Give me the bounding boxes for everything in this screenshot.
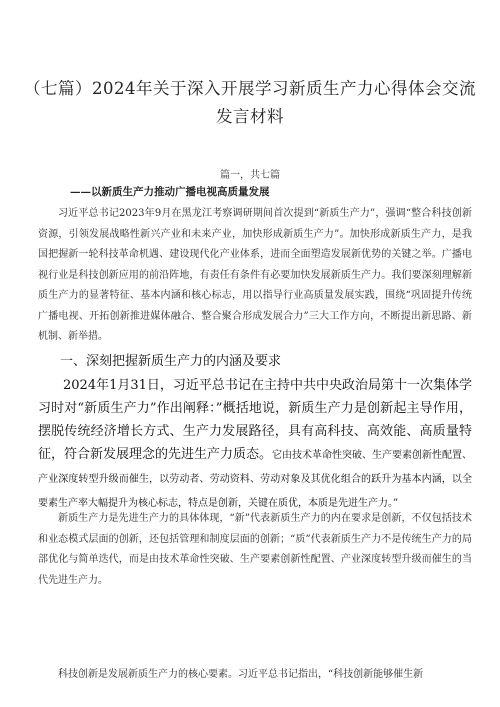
section-meta: 篇一，共七篇 [220, 170, 280, 181]
paragraph-tech-innovation: 科技创新是发展新质生产力的核心要素。习近平总书记指出，“科技创新能够催生新 [58, 669, 424, 680]
document-title-line1: （七篇）2024年关于深入开展学习新质生产力心得体会交流 [24, 79, 476, 98]
paragraph-new-quality: 新质生产力是先进生产力的具体体现，“新”代表新质生产力的内在要求是创新，不仅包括技术和业态模式层面的创新，还包括管理和制度层面的创新；“质”代表新质生产力不是传统生产力的局部优化与简单迭代，而是由技术革命性突破、生产要素创新性配置、产业深度转型升级而催生的当代先进生产力。 [38, 513, 472, 586]
quote-tail: 它由技术革命性突破、生产要素创新性配置、产业深度转型升级而催生，以劳动者、劳动资料、劳动对象及其优化组合的跃升为基本内涵，以全要素生产率大幅提升为核心标志，特点是创新，关键在质优，本质是先进生产力。” [38, 450, 473, 509]
section-heading-1: 一、深刻把握新质生产力的内涵及要求 [60, 354, 282, 369]
paragraph-intro: 习近平总书记2023年9月在黑龙江考察调研期间首次提到“新质生产力”，强调“整合科技创新资源，引领发展战略性新兴产业和未来产业，加快形成新质生产力”。加快形成新质生产力，是我国把握新一轮科技革命机遇、建设现代化产业体系，进而全面塑造发展新优势的关键之举。广播电视行业是科技创新应用的前沿阵地，有责任有条件有必要加快发展新质生产力。我们要深刻理解新质生产力的显著特征、基本内涵和核心标志，用以指导行业高质量发展实践，围绕“巩固提升传统广播电视、开拓创新推进媒体融合、整合聚合形成发展合力”三大工作方向，不断提出新思路、新机制、新举措。 [38, 208, 472, 342]
document-title-line2: 发言材料 [216, 107, 284, 126]
quote-main: 2024年1月31日，习近平总书记在主持中共中央政治局第十一次集体学习时对“新质生产力”作出阐释：”概括地说，新质生产力是创新起主导作用，摆脱传统经济增长方式、生产力发展路径，具有高科技、高效能、高质量特征，符合新发展理念的先进生产力质态。 [38, 378, 472, 462]
paragraph-quote [38, 374, 472, 515]
document-subtitle: ——以新质生产力推动广播电视高质量发展 [70, 186, 270, 198]
